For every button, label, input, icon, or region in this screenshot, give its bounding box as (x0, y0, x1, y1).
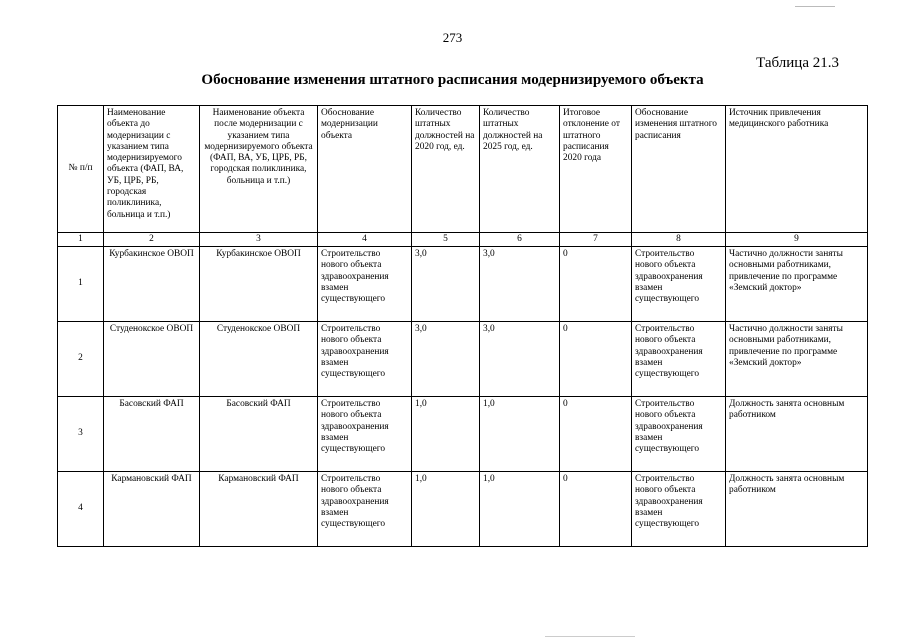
column-number: 5 (412, 233, 480, 247)
header-staff-2020: Количество штатных должностей на 2020 год, ед. (412, 106, 480, 233)
deviation: 0 (560, 322, 632, 397)
row-number: 2 (58, 322, 104, 397)
object-after: Кармановский ФАП (200, 472, 318, 547)
staff-2020: 1,0 (412, 472, 480, 547)
staff-2020: 3,0 (412, 322, 480, 397)
column-number: 9 (726, 233, 868, 247)
staff-2020: 1,0 (412, 397, 480, 472)
column-number: 1 (58, 233, 104, 247)
deviation: 0 (560, 247, 632, 322)
column-number: 4 (318, 233, 412, 247)
row-number: 3 (58, 397, 104, 472)
column-number: 6 (480, 233, 560, 247)
staff-2025: 3,0 (480, 322, 560, 397)
justification: Строительство нового объекта здравоохранения взамен существующего (318, 322, 412, 397)
worker-source: Должность занята основным работником (726, 472, 868, 547)
staff-2025: 3,0 (480, 247, 560, 322)
staff-2020: 3,0 (412, 247, 480, 322)
table-row (58, 472, 868, 547)
worker-source: Частично должности заняты основными работниками, привлечение по программе «Земский доктор» (726, 247, 868, 322)
object-before: Кармановский ФАП (104, 472, 200, 547)
justification: Строительство нового объекта здравоохранения взамен существующего (318, 472, 412, 547)
table-row (58, 247, 868, 322)
deviation: 0 (560, 472, 632, 547)
document-title: Обоснование изменения штатного расписания модернизируемого объекта (201, 72, 704, 88)
table-header-row (58, 106, 868, 233)
table-label: Таблица 21.3 (756, 55, 839, 71)
object-before: Курбакинское ОВОП (104, 247, 200, 322)
header-justification: Обоснование модернизации объекта (318, 106, 412, 233)
row-number: 4 (58, 472, 104, 547)
object-after: Басовский ФАП (200, 397, 318, 472)
header-deviation: Итоговое отклонение от штатного расписания 2020 года (560, 106, 632, 233)
header-staff-2025: Количество штатных должностей на 2025 год, ед. (480, 106, 560, 233)
row-number: 1 (58, 247, 104, 322)
scan-artifact-top (795, 6, 835, 7)
staffing-table (57, 105, 868, 547)
column-number: 2 (104, 233, 200, 247)
staff-2025: 1,0 (480, 397, 560, 472)
staff-2025: 1,0 (480, 472, 560, 547)
worker-source: Должность занята основным работником (726, 397, 868, 472)
header-object-before: Наименование объекта до модернизации с указанием типа модернизируемого объекта (ФАП, ВА, УБ, ЦРБ, РБ, городская поликлиника, больница и т.п.) (104, 106, 200, 233)
header-change-reason: Обоснование изменения штатного расписания (632, 106, 726, 233)
table-row (58, 322, 868, 397)
object-before: Басовский ФАП (104, 397, 200, 472)
column-number-row (58, 233, 868, 247)
column-number: 7 (560, 233, 632, 247)
object-after: Студенокское ОВОП (200, 322, 318, 397)
change-reason: Строительство нового объекта здравоохранения взамен существующего (632, 397, 726, 472)
table-row (58, 397, 868, 472)
scan-artifact-bottom (545, 636, 635, 637)
header-source: Источник привлечения медицинского работника (726, 106, 868, 233)
header-object-after: Наименование объекта после модернизации с указанием типа модернизируемого объекта (ФАП, ВА, УБ, ЦРБ, РБ, городская поликлиника, больница и т.п.) (200, 106, 318, 233)
column-number: 3 (200, 233, 318, 247)
object-before: Студенокское ОВОП (104, 322, 200, 397)
justification: Строительство нового объекта здравоохранения взамен существующего (318, 247, 412, 322)
column-number: 8 (632, 233, 726, 247)
change-reason: Строительство нового объекта здравоохранения взамен существующего (632, 322, 726, 397)
page-number: 273 (442, 30, 463, 45)
deviation: 0 (560, 397, 632, 472)
change-reason: Строительство нового объекта здравоохранения взамен существующего (632, 472, 726, 547)
header-number: № п/п (58, 106, 104, 233)
change-reason: Строительство нового объекта здравоохранения взамен существующего (632, 247, 726, 322)
object-after: Курбакинское ОВОП (200, 247, 318, 322)
worker-source: Частично должности заняты основными работниками, привлечение по программе «Земский доктор» (726, 322, 868, 397)
justification: Строительство нового объекта здравоохранения взамен существующего (318, 397, 412, 472)
